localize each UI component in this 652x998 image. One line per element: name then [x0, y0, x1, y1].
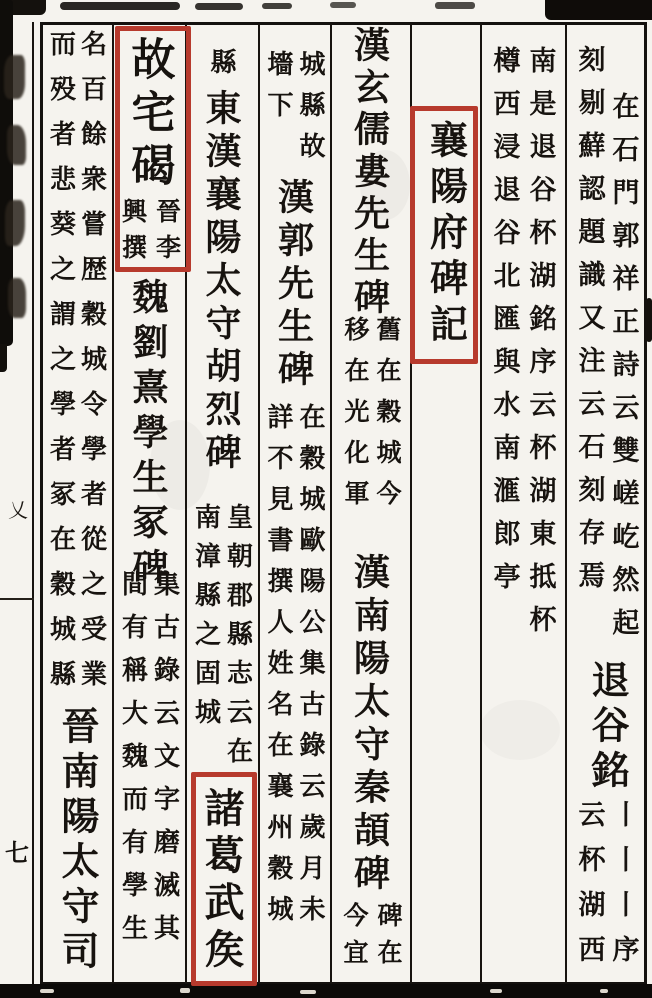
scan-top-artifact [330, 2, 356, 8]
highlight-box-guzhaijie [115, 26, 191, 272]
annotation-left: 云杯湖西 [574, 800, 605, 980]
scan-top-artifact [195, 3, 243, 10]
annotation [190, 503, 254, 776]
annotation-left: 而殁者悲葵之謂之學者冢在穀城縣 [46, 30, 76, 705]
annotation [46, 30, 108, 705]
section-title: 襄陽府碑記 [423, 120, 466, 350]
annotation-left: 刻剔蘚認題識又注云石刻存焉 [574, 45, 605, 604]
entry-title: 魏劉熹學生冢碑 [128, 278, 168, 593]
annotation-right: 城縣故 [296, 50, 325, 173]
text-column-8 [43, 25, 110, 983]
annotation-right: 集古錄云文字磨滅其 [150, 570, 180, 957]
entry-title: 諸葛武矦 [199, 787, 244, 975]
annotation-right: 南是退谷杯湖銘序云杯湖東抵杯 [525, 46, 556, 648]
annotation [262, 403, 326, 936]
carryover-character: 縣 [207, 48, 236, 74]
entry-title: 故宅碣 [124, 36, 174, 195]
fold-divider-line [0, 598, 34, 600]
scan-top-artifact [60, 2, 180, 10]
annotation [117, 570, 181, 957]
annotation [573, 45, 641, 651]
annotation-right: 丨丨丨序 [608, 800, 639, 980]
scan-bottom-band [0, 984, 652, 998]
entry-title: 漢南陽太守秦頡碑 [349, 553, 390, 897]
annotation-left: 間有稱大魏而有學生 [118, 570, 148, 957]
annotation-right: 名百餘衆嘗歴穀城令學者從之受業 [77, 30, 107, 705]
annotation-left: 南漳縣之固城 [191, 503, 221, 737]
annotation [573, 800, 641, 980]
fold-glyph-fragment [8, 278, 26, 318]
text-column-5 [260, 25, 328, 983]
fold-vertical-line [32, 22, 34, 984]
highlight-box-xiangyangfu-beiji [410, 106, 478, 364]
annotation-right: 在穀城歐陽公集古錄云歲月未 [296, 403, 325, 936]
fold-mark: 乂 [8, 500, 28, 522]
scan-speck [300, 990, 316, 994]
entry-title: 東漢襄陽太守胡烈碑 [201, 89, 241, 476]
text-column-4 [332, 25, 408, 983]
annotation-left: 今宜 [340, 902, 367, 976]
annotation-left: 詳不見書撰人姓名在襄州穀城 [264, 403, 293, 936]
annotation [262, 50, 326, 173]
annotation-right: 舊在穀城今 [373, 316, 400, 521]
entry-title: 退谷銘 [585, 660, 627, 795]
annotation-right: 晉李 [152, 198, 180, 270]
text-column-2 [482, 25, 563, 983]
annotation-left: 樽西浸退谷北匯與水南滙郎亭 [489, 46, 520, 605]
left-fold-strip [0, 344, 7, 372]
entry-title: 晉南陽太守司 [55, 706, 97, 976]
scan-speck [40, 989, 54, 993]
scan-speck [180, 988, 190, 993]
page-number: 七 [5, 841, 29, 867]
fold-glyph-fragment [7, 125, 26, 165]
annotation [336, 902, 404, 976]
annotation-right: 皇朝郡縣志云在 [223, 503, 253, 776]
scan-speck [490, 989, 502, 993]
fold-glyph-fragment [5, 200, 25, 246]
annotation [487, 46, 559, 648]
annotation-left: 移在光化軍 [341, 316, 368, 521]
fold-glyph-fragment [4, 55, 25, 99]
annotation-right: 碑在 [374, 902, 401, 976]
scan-top-artifact [545, 0, 652, 20]
entry-title: 漢玄儒婁先生碑 [349, 26, 390, 320]
highlight-box-zhuge-wuhou [191, 772, 257, 986]
scan-top-artifact [435, 2, 475, 9]
entry-title: 漢郭先生碑 [273, 178, 314, 393]
annotation-left: 興撰 [118, 198, 146, 270]
annotation-right: 在石門郭祥正詩云雙嵯屹然起 [608, 92, 639, 651]
scan-speck [600, 989, 608, 993]
scan-top-artifact [262, 3, 292, 9]
annotation [338, 316, 402, 521]
annotation-left: 墻下 [264, 50, 293, 132]
text-column-1 [567, 25, 646, 983]
